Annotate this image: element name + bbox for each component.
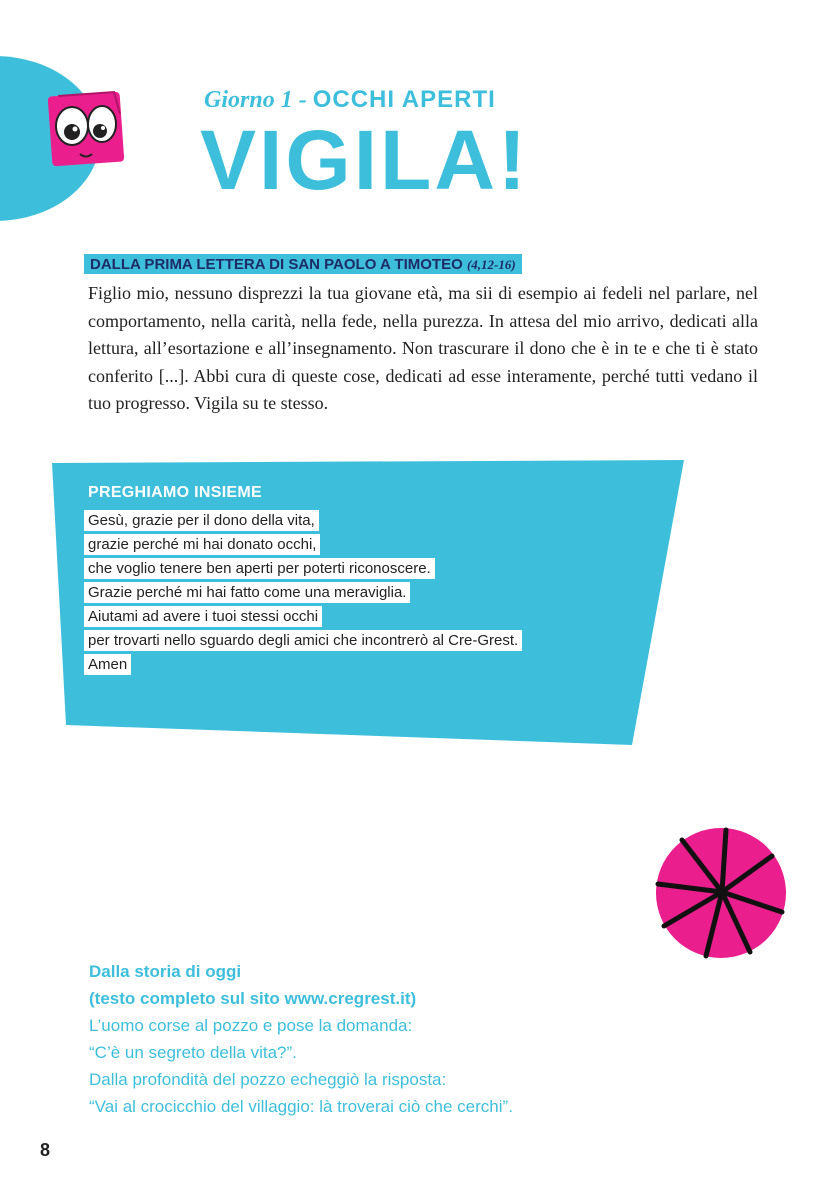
story-line: L’uomo corse al pozzo e pose la domanda:	[89, 1016, 413, 1035]
day-heading	[204, 86, 496, 114]
prayer-lines	[84, 510, 522, 678]
story-line: “Vai al crocicchio del villaggio: là troverai ciò che cerchi”.	[89, 1097, 513, 1116]
pink-cube-mascot-icon	[28, 84, 143, 174]
page-number: 8	[40, 1140, 51, 1160]
story-source-line: (testo completo sul sito www.cregrest.it)	[89, 989, 417, 1008]
prayer-line: Aiutami ad avere i tuoi stessi occhi	[84, 606, 322, 627]
prayer-line: Grazie perché mi hai fatto come una meraviglia.	[84, 582, 410, 603]
reading-text: Figlio mio, nessuno disprezzi la tua giovane età, ma sii di esempio ai fedeli nel parlare, nel comportamento, nella carità, nella fede, nella purezza. In attesa del mio arrivo, dedicati alla lettura, all’esortazione e all’insegnamento. Non trascurare il dono che è in te e che ti è stato conferito [...]. Abbi cura di queste cose, dedicati ad esse interamente, perché tutti vedano il tuo progresso. Vigila su te stesso.	[88, 283, 758, 413]
story-line: Dalla profondità del pozzo echeggiò la risposta:	[89, 1070, 447, 1089]
story-text	[89, 1012, 513, 1120]
prayer-line: grazie perché mi hai donato occhi,	[84, 534, 320, 555]
reading-heading	[84, 254, 522, 274]
pink-ball-icon	[654, 826, 788, 960]
reading-reference: (4,12-16)	[466, 257, 516, 272]
reading-heading-text: DALLA PRIMA LETTERA DI SAN PAOLO A TIMOTEO	[90, 256, 463, 273]
story-title-line: Dalla storia di oggi	[89, 962, 242, 981]
prayer-line: Amen	[84, 654, 131, 675]
prayer-line: che voglio tenere ben aperti per poterti riconoscere.	[84, 558, 435, 579]
prayer-line: per trovarti nello sguardo degli amici che incontrerò al Cre-Grest.	[84, 630, 522, 651]
story-line: “C’è un segreto della vita?”.	[89, 1043, 297, 1062]
prayer-line: Gesù, grazie per il dono della vita,	[84, 510, 319, 531]
story-title	[89, 958, 416, 1012]
page-title: VIGILA!	[200, 113, 529, 207]
day-theme: OCCHI APERTI	[312, 86, 496, 113]
prayer-title: PREGHIAMO INSIEME	[88, 484, 263, 501]
day-label: Giorno 1 -	[204, 87, 313, 113]
